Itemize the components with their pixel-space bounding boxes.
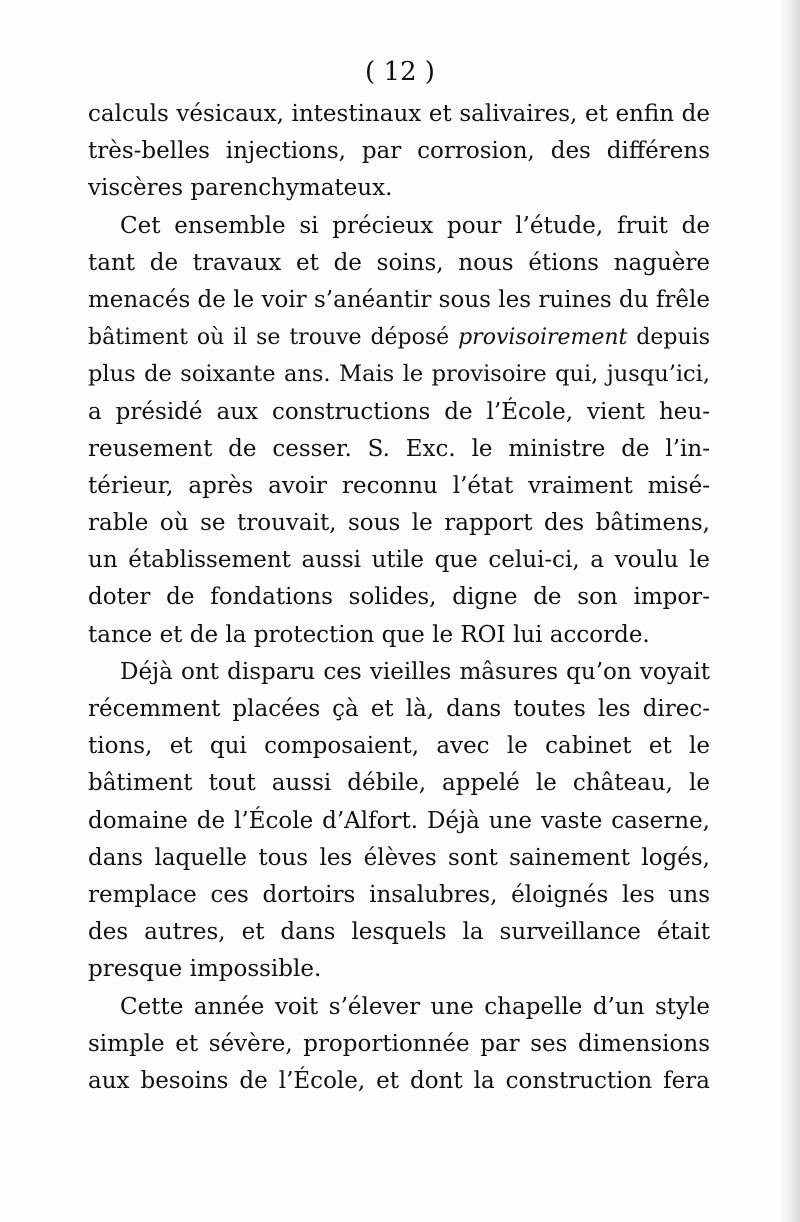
text-line: bâtiment où il se trouve déposé provisoirement depuis	[88, 325, 710, 351]
italic-word: provisoirement	[458, 325, 628, 351]
text-line: rable où se trouvait, sous le rapport des bâtimens,	[88, 510, 710, 537]
text-line: domaine de l’École d’Alfort. Déjà une vaste caserne,	[88, 807, 710, 834]
text-line: très-belles injections, par corrosion, des différens	[88, 138, 710, 165]
text-line: doter de fondations solides, digne de son impor-	[88, 584, 710, 611]
text-line: bâtiment tout aussi débile, appelé le château, le	[88, 770, 710, 797]
text-line: térieur, après avoir reconnu l’état vraiment misé-	[88, 472, 710, 499]
page-edge-shadow	[778, 0, 800, 1222]
text-line: tance et de la protection que le ROI lui accorde.	[88, 621, 650, 648]
text-line: des autres, et dans lesquels la surveillance était	[88, 919, 710, 946]
text-line: Déjà ont disparu ces vieilles mâsures qu’on voyait	[120, 658, 710, 685]
text-line: récemment placées çà et là, dans toutes les direc-	[88, 696, 710, 722]
text-line: plus de soixante ans. Mais le provisoire qui, jusqu’ici,	[88, 361, 710, 388]
page-number: ( 12 )	[365, 57, 435, 87]
text-line: Cet ensemble si précieux pour l’étude, fruit de	[120, 212, 710, 239]
text-line: calculs vésicaux, intestinaux et salivaires, et enfin de	[88, 101, 710, 127]
text-line: un établissement aussi utile que celui-ci, a voulu le	[88, 547, 710, 574]
text-line: viscères parenchymateux.	[88, 175, 393, 202]
text-line: tant de travaux et de soins, nous étions naguère	[88, 249, 710, 276]
text-line: menacés de le voir s’anéantir sous les ruines du frêle	[88, 286, 710, 313]
text-line: a présidé aux constructions de l’École, vient heu-	[88, 398, 710, 425]
text-line: presque impossible.	[88, 956, 322, 983]
text-line: tions, et qui composaient, avec le cabinet et le	[88, 733, 710, 760]
text-line: remplace ces dortoirs insalubres, éloignés les uns	[88, 881, 710, 908]
text-line: simple et sévère, proportionnée par ses dimensions	[88, 1030, 710, 1057]
text-line: reusement de cesser. S. Exc. le ministre de l’in-	[88, 435, 710, 462]
text-line: Cette année voit s’élever une chapelle d’un style	[120, 993, 710, 1020]
text-line: dans laquelle tous les élèves sont sainement logés,	[88, 844, 710, 871]
body-text	[88, 96, 710, 1100]
text-line: aux besoins de l’École, et dont la construction fera	[88, 1067, 710, 1094]
